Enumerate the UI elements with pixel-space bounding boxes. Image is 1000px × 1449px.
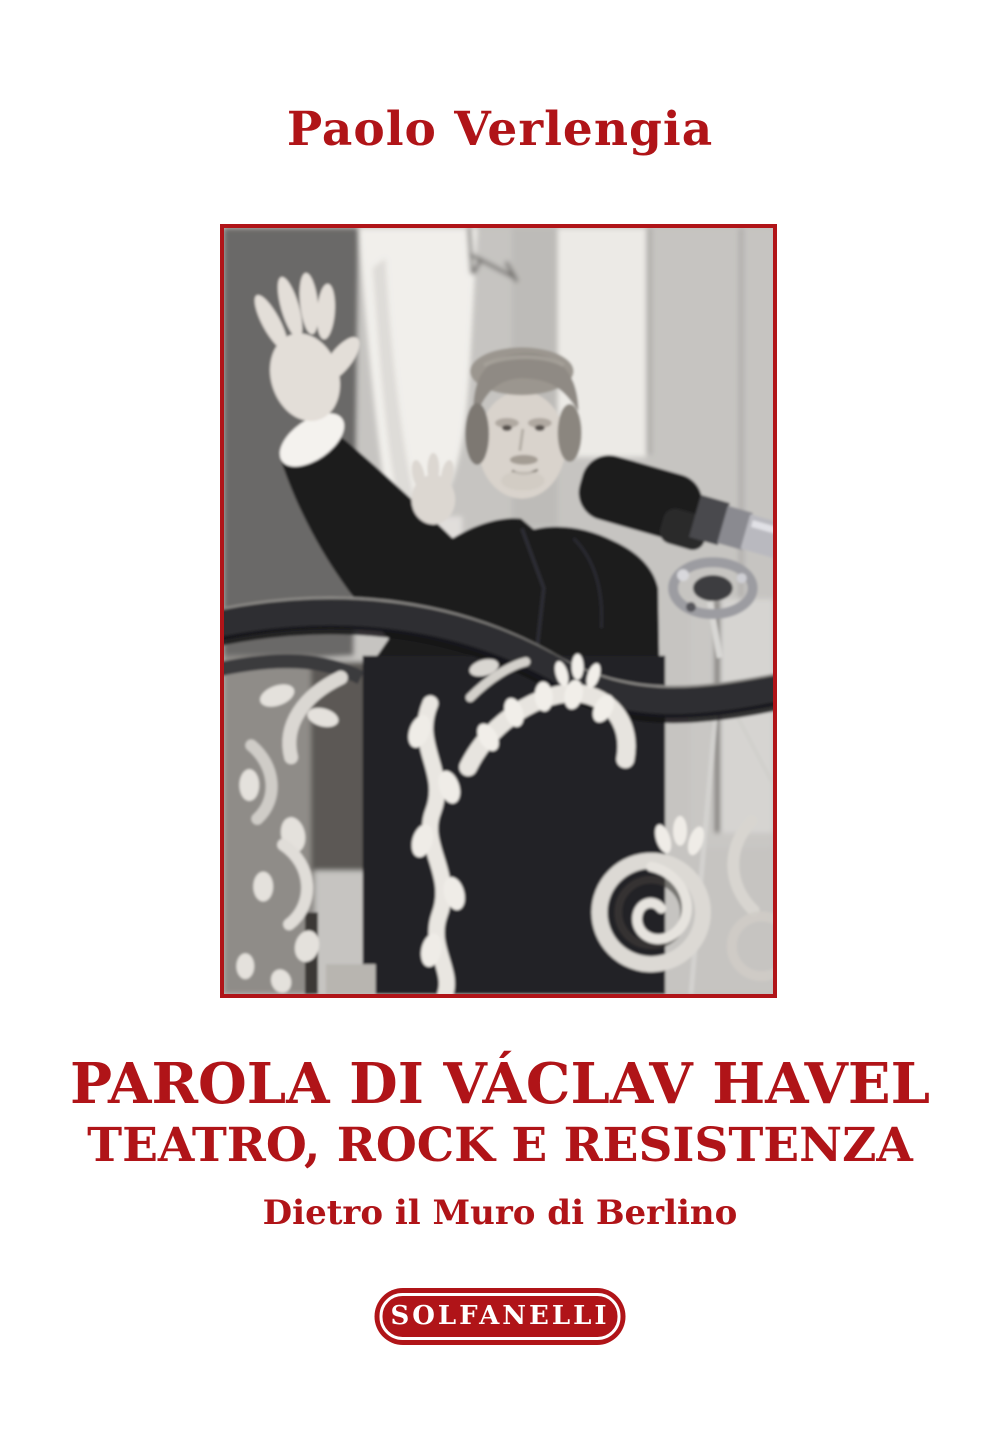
publisher-badge — [375, 1288, 626, 1345]
title-line-2: TEATRO, ROCK E RESISTENZA — [87, 1118, 913, 1173]
cover-photo-frame — [220, 224, 777, 998]
title-line-1: PAROLA DI VÁCLAV HAVEL — [70, 1051, 930, 1117]
publisher-badge-ring — [380, 1293, 621, 1340]
author-name: Paolo Verlengia — [286, 102, 714, 157]
publisher-name: SOLFANELLI — [390, 1300, 610, 1331]
subtitle: Dietro il Muro di Berlino — [262, 1193, 738, 1233]
cover-photo — [224, 228, 773, 994]
